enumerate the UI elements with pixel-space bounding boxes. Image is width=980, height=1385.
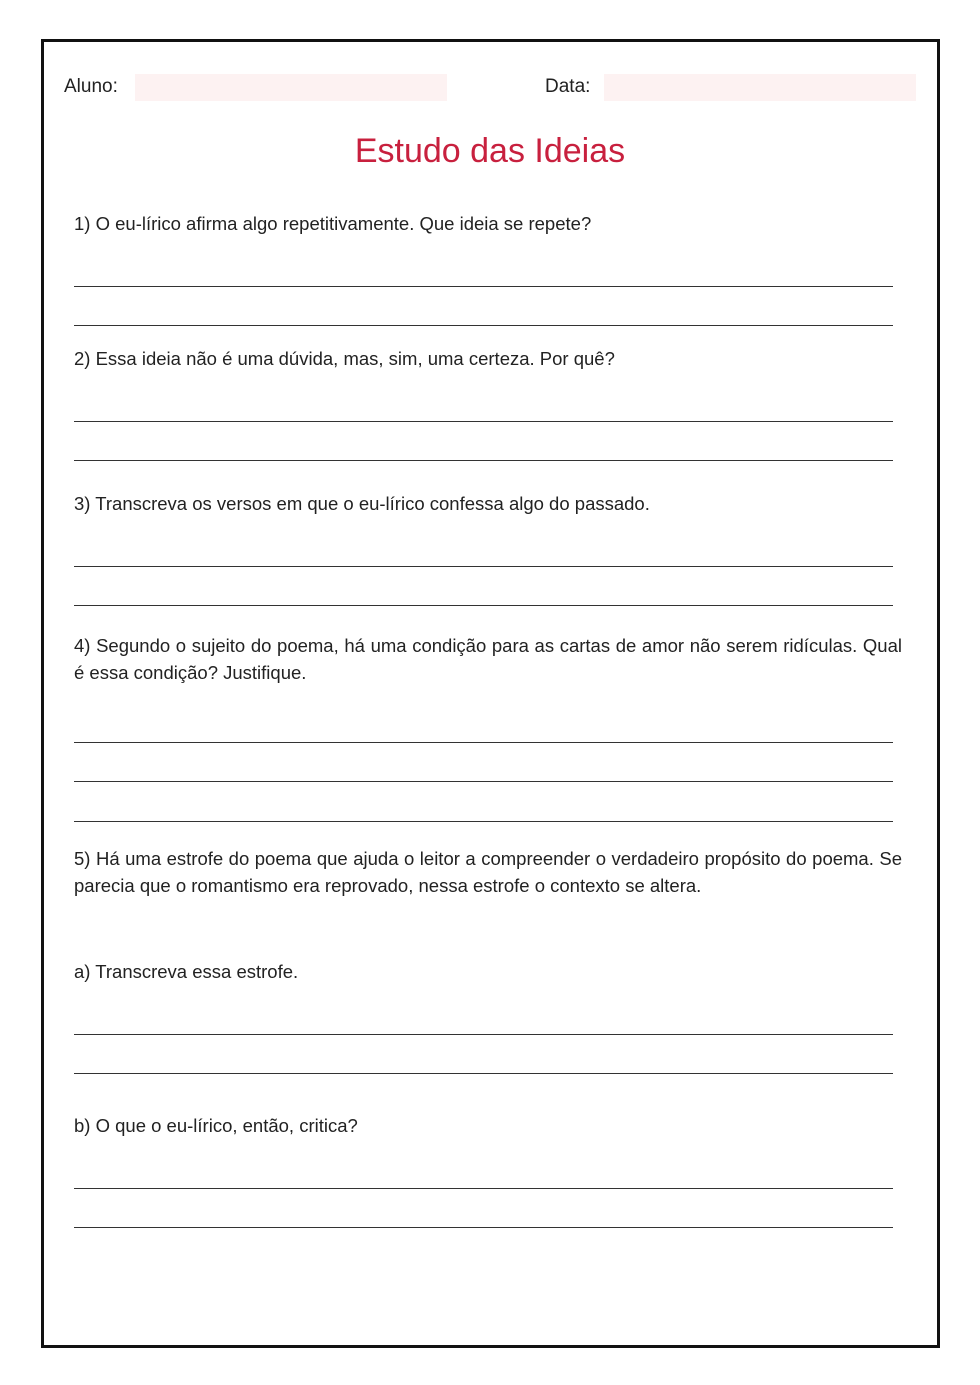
question-5b: b) O que o eu-lírico, então, critica?: [74, 1115, 358, 1136]
answer-line[interactable]: [74, 1227, 893, 1228]
question-2: 2) Essa ideia não é uma dúvida, mas, sim, uma certeza. Por quê?: [74, 348, 615, 369]
answer-line[interactable]: [74, 742, 893, 743]
question-5a: a) Transcreva essa estrofe.: [74, 961, 299, 982]
answer-line[interactable]: [74, 781, 893, 782]
answer-line[interactable]: [74, 1073, 893, 1074]
answer-line[interactable]: [74, 421, 893, 422]
answer-line[interactable]: [74, 325, 893, 326]
page-title: Estudo das Ideias: [354, 132, 626, 170]
answer-line[interactable]: [74, 605, 893, 606]
answer-line[interactable]: [74, 566, 893, 567]
date-field[interactable]: [604, 74, 916, 101]
question-5: 5) Há uma estrofe do poema que ajuda o leitor a compreender o verdadeiro propósito do poema. Se parecia que o romantismo era reprovado, nessa estrofe o contexto se altera.: [74, 848, 902, 896]
answer-line[interactable]: [74, 1034, 893, 1035]
student-name-field[interactable]: [135, 74, 447, 101]
question-1: 1) O eu-lírico afirma algo repetitivamente. Que ideia se repete?: [74, 213, 592, 234]
answer-line[interactable]: [74, 1188, 893, 1189]
answer-line[interactable]: [74, 821, 893, 822]
answer-line[interactable]: [74, 286, 893, 287]
date-label: Data:: [545, 76, 591, 97]
question-3: 3) Transcreva os versos em que o eu-lírico confessa algo do passado.: [74, 493, 650, 514]
question-4: 4) Segundo o sujeito do poema, há uma condição para as cartas de amor não serem ridículas. Qual é essa condição? Justifique.: [74, 635, 902, 683]
answer-line[interactable]: [74, 460, 893, 461]
student-label: Aluno:: [64, 76, 118, 97]
